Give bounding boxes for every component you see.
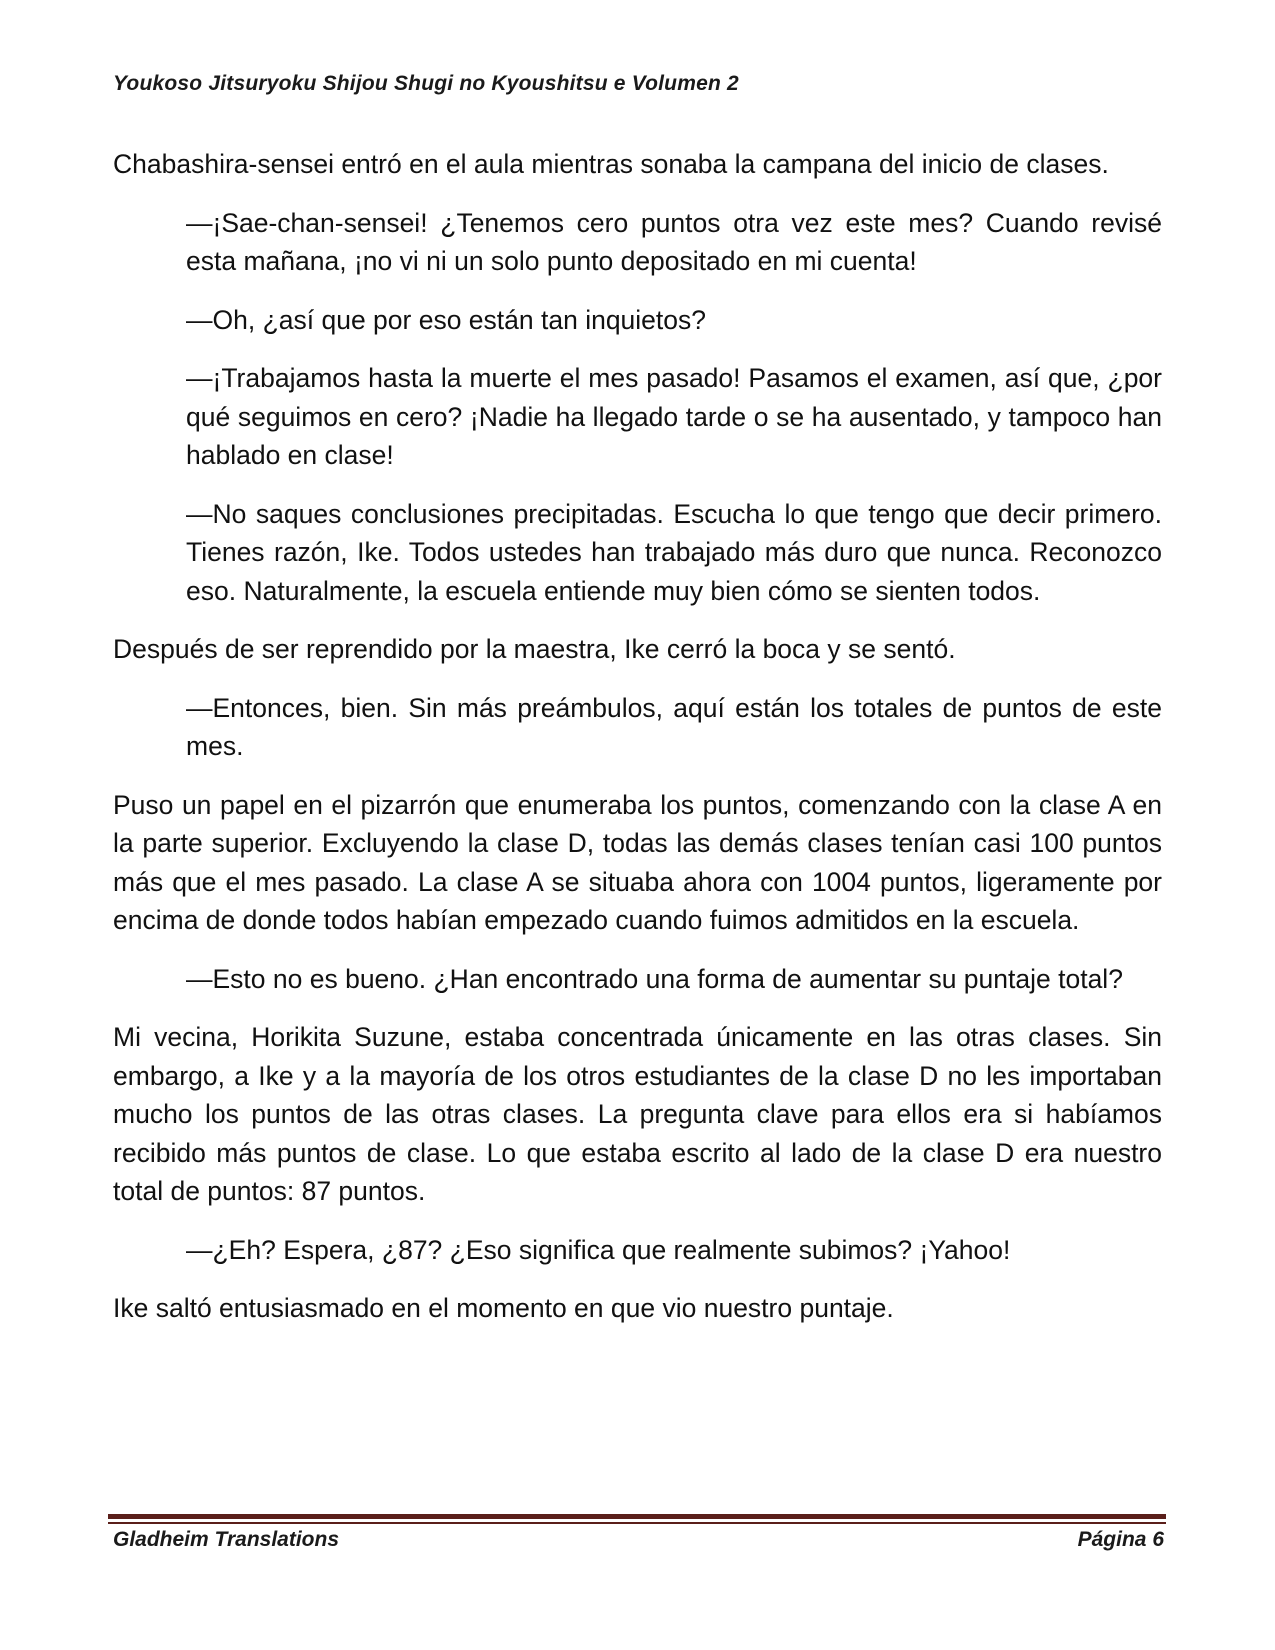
narration-paragraph: Ike saltó entusiasmado en el momento en que vio nuestro puntaje. — [113, 1293, 894, 1323]
narration-paragraph: Mi vecina, Horikita Suzune, estaba concentrada únicamente en las otras clases. Sin embargo, a Ike y a la mayoría de los otros estudiantes de la clase D no les importaban mucho los puntos de las otras clases. La pregunta clave para ellos era si habíamos recibido más puntos de clase. Lo que estaba escrito al lado de la clase D era nuestro total de puntos: 87 puntos. — [113, 1022, 1162, 1206]
footer-divider-thick-line — [108, 1514, 1166, 1519]
dialogue-paragraph: —¡Trabajamos hasta la muerte el mes pasado! Pasamos el examen, así que, ¿por qué seguimos en cero? ¡Nadie ha llegado tarde o se ha ausentado, y tampoco han hablado en clase! — [186, 363, 1162, 470]
footer-divider — [108, 1514, 1166, 1528]
dialogue-paragraph: —¿Eh? Espera, ¿87? ¿Eso significa que realmente subimos? ¡Yahoo! — [186, 1234, 1011, 1265]
footer-translator-credit: Gladheim Translations — [113, 1528, 340, 1551]
narration-paragraph: Puso un papel en el pizarrón que enumeraba los puntos, comenzando con la clase A en la parte superior. Excluyendo la clase D, todas las demás clases tenían casi 100 puntos más que el mes pasado. La clase A se situaba ahora con 1004 puntos, ligeramente por encima de donde todos habían empezado cuando fuimos admitidos en la escuela. — [113, 789, 1162, 935]
footer-divider-thin-line — [108, 1522, 1166, 1524]
dialogue-paragraph: —Esto no es bueno. ¿Han encontrado una forma de aumentar su puntaje total? — [186, 963, 1123, 994]
dialogue-paragraph: —¡Sae-chan-sensei! ¿Tenemos cero puntos otra vez este mes? Cuando revisé esta mañana, ¡no vi ni un solo punto depositado en mi cuenta! — [186, 207, 1162, 276]
page-body — [113, 145, 1162, 1348]
dialogue-paragraph: —No saques conclusiones precipitadas. Escucha lo que tengo que decir primero. Tienes razón, Ike. Todos ustedes han trabajado más duro que nunca. Reconozco eso. Naturalmente, la escuela entiende muy bien cómo se sienten todos. — [186, 498, 1162, 606]
dialogue-paragraph: —Oh, ¿así que por eso están tan inquietos? — [186, 304, 707, 335]
footer-page-number: Página 6 — [1077, 1528, 1164, 1551]
narration-paragraph: Chabashira-sensei entró en el aula mientras sonaba la campana del inicio de clases. — [113, 149, 1109, 179]
dialogue-paragraph: —Entonces, bien. Sin más preámbulos, aquí están los totales de puntos de este mes. — [186, 692, 1162, 761]
running-header: Youkoso Jitsuryoku Shijou Shugi no Kyoushitsu e Volumen 2 — [113, 72, 739, 95]
narration-paragraph: Después de ser reprendido por la maestra, Ike cerró la boca y se sentó. — [113, 634, 956, 664]
